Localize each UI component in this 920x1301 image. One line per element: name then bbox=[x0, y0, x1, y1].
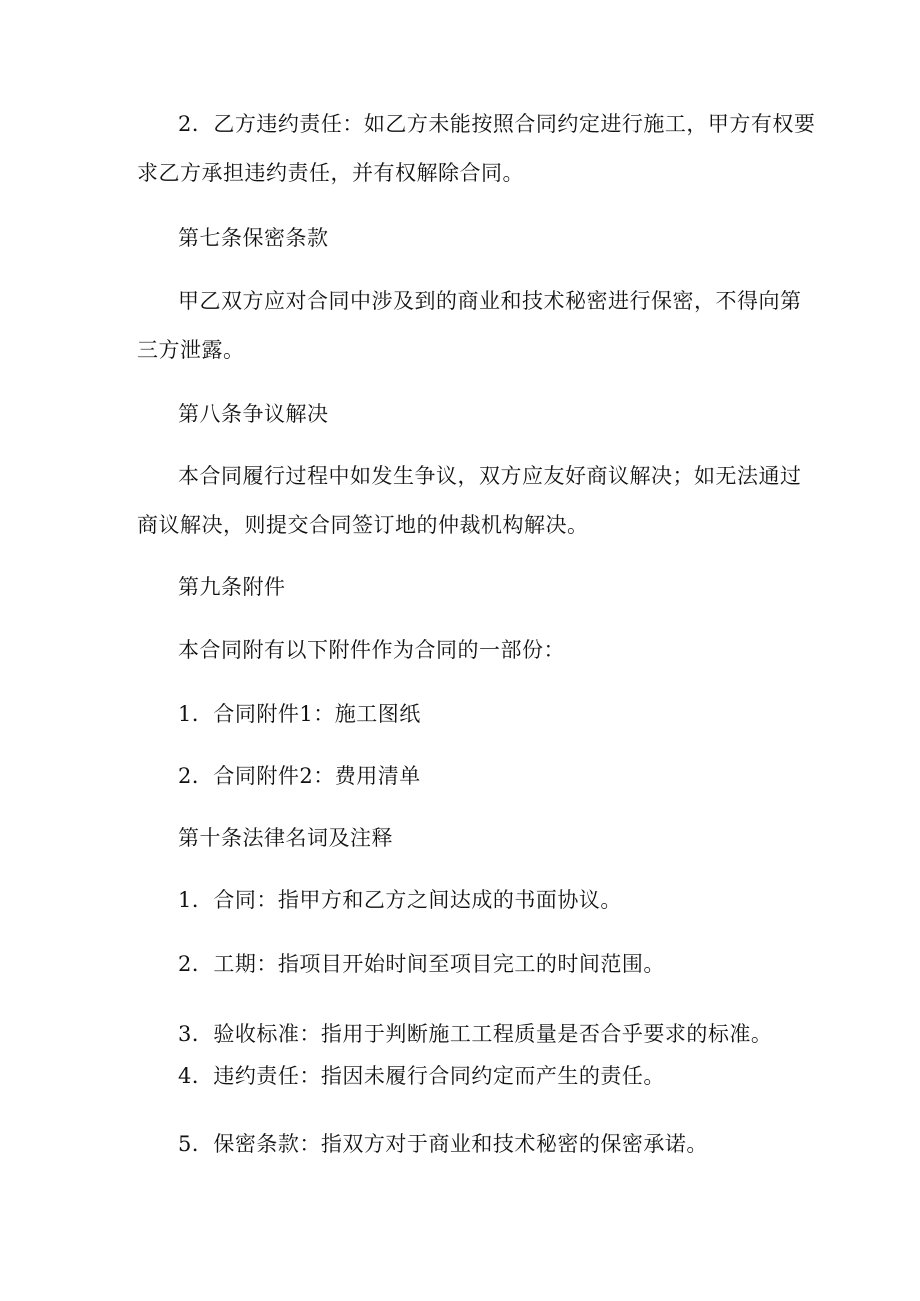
clause-breach-line-1: 2．乙方违约责任：如乙方未能按照合同约定进行施工，甲方有权要 bbox=[178, 112, 816, 136]
article-10-heading: 第十条法律名词及注释 bbox=[178, 826, 393, 850]
attachments-intro: 本合同附有以下附件作为合同的一部份： bbox=[178, 638, 565, 662]
article-9-heading: 第九条附件 bbox=[178, 575, 286, 599]
dispute-line-2: 商议解决，则提交合同签订地的仲裁机构解决。 bbox=[137, 513, 589, 537]
definition-item: 1．合同：指甲方和乙方之间达成的书面协议。 bbox=[178, 888, 622, 912]
clause-breach-line-2: 求乙方承担违约责任，并有权解除合同。 bbox=[137, 161, 524, 185]
dispute-line-1: 本合同履行过程中如发生争议，双方应友好商议解决；如无法通过 bbox=[178, 464, 802, 488]
confidentiality-line-2: 三方泄露。 bbox=[137, 338, 245, 362]
attachment-item: 1．合同附件1：施工图纸 bbox=[178, 702, 421, 726]
definition-item: 5．保密条款：指双方对于商业和技术秘密的保密承诺。 bbox=[178, 1132, 708, 1156]
article-7-heading: 第七条保密条款 bbox=[178, 226, 329, 250]
confidentiality-line-1: 甲乙双方应对合同中涉及到的商业和技术秘密进行保密，不得向第 bbox=[178, 289, 802, 313]
definition-item: 3．验收标准：指用于判断施工工程质量是否合乎要求的标准。 bbox=[178, 1022, 773, 1046]
definition-item: 2．工期：指项目开始时间至项目完工的时间范围。 bbox=[178, 952, 665, 976]
article-8-heading: 第八条争议解决 bbox=[178, 402, 329, 426]
definition-item: 4．违约责任：指因未履行合同约定而产生的责任。 bbox=[178, 1064, 665, 1088]
attachment-item: 2．合同附件2：费用清单 bbox=[178, 764, 421, 788]
